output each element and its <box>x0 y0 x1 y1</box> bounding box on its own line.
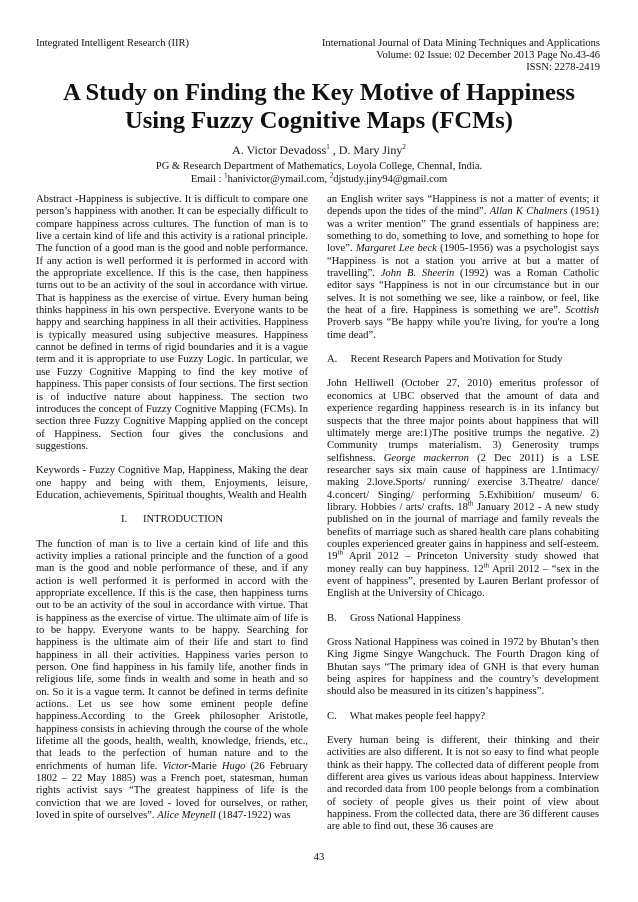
subsection-heading-a: A. Recent Research Papers and Motivation for Study <box>327 354 563 366</box>
name-scottish: Scottish <box>565 305 599 317</box>
ordinal-sup: th <box>337 548 344 557</box>
journal-issn: ISSN: 2278-2419 <box>526 62 600 73</box>
berlant-text: April 2012 – “sex in the event of happiness”, presented by Lauren Berlant professor of English at the University of Chicago. <box>327 563 599 600</box>
email-2-marker: 2 <box>329 171 334 180</box>
princeton-text: April 2012 – Princeton University study showed that money really can buy happiness. 12 <box>327 551 599 575</box>
title-line-1: A Study on Finding the Key Motive of Happiness <box>63 79 575 106</box>
journal-publisher: Integrated Intelligent Research (IIR) <box>36 38 190 49</box>
right-column <box>327 194 599 846</box>
author-list <box>40 143 598 158</box>
beck-quote: (1905-1956) was a psychologist says “Happiness is not a station you arrive at but a matter of travelling”. <box>327 243 599 280</box>
author-1-affil: 1 <box>326 143 330 151</box>
happy-causes-paragraph: Every human being is different, their thinking and their activities are also different. It is not so easy to find what people think as their happy. The collected data of different people from different area gives us various ideas about happiness. Interview and recorded data from 100 people belongs from a combination of society of people gives us their point of view about happiness. From the collected data, there are 36 different causes are able to find out, these 36 causes are <box>327 735 599 833</box>
proverb-quote: Proverb says “Be happy while you're living, for you're a long time dead”. <box>327 317 599 341</box>
keywords: Keywords - Fuzzy Cognitive Map, Happiness, Making the dear one happy and being with them, Enjoyments, leisure, Education, achievements, Spiritual thoughts, Wealth and Health <box>36 465 308 501</box>
name-beck: Margaret Lee beck <box>355 243 437 255</box>
left-column <box>36 194 308 835</box>
paper-title <box>20 79 618 135</box>
email-2: djstudy.jiny94@gmail.com <box>333 174 448 185</box>
journal-volume: Volume: 02 Issue: 02 December 2013 Page No.43-46 <box>376 50 600 61</box>
hugo-quote: (26 February 1802 – 22 May 1885) was a French poet, statesman, human rights activist says “The greatest happiness of life is the conviction that we are loved - loved for ourselves, or rather, loved in spite of ourselves”. <box>36 760 308 822</box>
mackerron-text: (2 Dec 2011) is a LSE researcher says six main cause of happiness are 1.Intimacy/ making 2.love.Sports/ running/ exercise 3.Theatre/ dance/ 4.concert/ Singing/ performing 5.Exhibition/ museum/ 6. library. Hobbies / arts/ crafts. 18 <box>327 452 600 513</box>
marriage-study-text: January 2012 - A new study published on in the journal of marriage and family reveals the benefits of marriage such as shared health care plans cohabiting couples experienced greater gains in happiness and self-esteem. 19 <box>327 501 600 563</box>
ordinal-sup: th <box>467 499 474 508</box>
subsection-heading-c: C. What makes people feel happy? <box>327 710 486 722</box>
name-meynell: Alice Meynell <box>157 810 216 822</box>
introduction-paragraph <box>36 539 308 823</box>
chalmers-quote: (1951) was a writer mention” The grand essentials of happiness are: something to do, something to love, and something to hope for love”. <box>327 206 599 255</box>
meynell-years: (1847-1922) was <box>215 810 291 822</box>
ordinal-sup: th <box>483 561 490 570</box>
author-1: A. Victor Devadoss <box>232 143 327 157</box>
subsection-heading-b: B. Gross National Happiness <box>327 612 461 624</box>
title-line-2: Using Fuzzy Cognitive Maps (FCMs) <box>125 107 513 134</box>
name-mackerron: George mackerron <box>383 452 469 464</box>
page-number: 43 <box>313 852 325 863</box>
sheerin-quote: (1992) was a Roman Catholic editor says “Happiness is not in our circumstance but in our selves. It is not something we see, like a rainbow, or feel, like the heat of a fire. Happiness is something we are”. <box>327 268 599 317</box>
email-1: hanivictor@ymail.com, <box>227 174 330 185</box>
author-2-affil: 2 <box>402 143 406 151</box>
name-sheerin: John B. Sheerin <box>380 268 455 280</box>
name-chalmers: Allan K Chalmers <box>489 206 568 218</box>
intro-text: The function of man is to live a certain kind of life and this activity implies a rational principle and the function of a good man is the good and noble performance of these, and if any action is well performed it is performed in accord with the appropriate excellence. If this is the case, then happiness turns out to be an activity of the soul in accordance with virtue. That is happiness as the exercise of virtue. The ultimate aim of life is to be happy. Everyone wants to be happy. Searching for happiness is the ultimate aim of their life and start to find happiness in all their activities. Happiness varies person to person. One find happiness in his family life, another finds in religious life, some finds in wealth and some in heath and so on. So it is a vague term. It cannot be defined in terms definite actions. Let us see how some eminent people define happiness.According to the Greek philosopher Aristotle, happiness consists in achieving through the course of the whole lifetime all the goods, health, wealth, knowledge, friends, etc., that leads to the perfection of human nature and to the enrichments of human life. <box>36 538 308 772</box>
helliwell-text: John Helliwell (October 27, 2010) emeritus professor of economics at UBC observed that the amount of data and experience regarding happiness research is in its infancy but suspects that the three major points about happiness that will ultimately merge are:1)The positive trumps the negative. 2) Community trumps materialism. 3) Generosity trumps selfishness. <box>327 378 599 464</box>
abstract: Abstract -Happiness is subjective. It is difficult to compare one person’s happiness with another. It can be especially difficult to compare happiness across cultures. The function of man is to live a certain kind of life and this activity is a rational principle. The function of a good man is the good and noble performance. If any action is well performed it is performed in accord with the appropriate excellence. If this is the case, then happiness turns out to be an activity of the soul in accordance with virtue. That is happiness as the exercise of virtue. Every human being thinks happiness in his own perspective. Everyone wants to be happy and searching happiness in all their activities. Happiness is typically measured using subjective measures. Happiness cannot be defined in terms of rigid boundaries and it is a vague term and it is appropriate to use Fuzzy Logic. In particular, we use Fuzzy Cognitive Mapping to find the key motive of happiness. This paper consists of four sections. The first section is of inductive nature about happiness. The section two introduces the concept of Fuzzy Cognitive Mapping (FCMs). In section three Fuzzy Cognitive Mapping applied on the concept of Happiness. Section four gives the conclusions and suggestions. <box>36 194 308 452</box>
affiliation-block <box>40 160 598 186</box>
meynell-quote: an English writer says “Happiness is not a matter of events; it depends upon the tides of the mind”. <box>327 194 599 218</box>
section-heading-introduction: I. INTRODUCTION <box>120 514 224 526</box>
affiliation: PG & Research Department of Mathematics, Loyola College, ChennaI, India. <box>155 161 483 172</box>
journal-info <box>300 38 600 74</box>
name-victor: Victor- <box>162 760 192 772</box>
gnh-paragraph: Gross National Happiness was coined in 1972 by Bhutan’s then King Jigme Singye Wangchuck. The Fourth Dragon king of Bhutan says “The primary idea of GNH is that every human being aspires for happiness and the country’s development should also be measured in its citizen’s happiness”. <box>327 637 599 698</box>
author-2: D. Mary Jiny <box>338 143 403 157</box>
name-marie: Marie <box>191 760 222 772</box>
research-paragraph <box>327 378 599 600</box>
email-1-marker: 1 <box>224 171 228 180</box>
email-label: Email : <box>190 174 225 185</box>
author-separator: , <box>329 143 339 157</box>
name-hugo: Hugo <box>221 760 246 772</box>
journal-name: International Journal of Data Mining Techniques and Applications <box>321 38 600 49</box>
quotes-paragraph <box>327 194 599 342</box>
emails <box>40 173 598 186</box>
